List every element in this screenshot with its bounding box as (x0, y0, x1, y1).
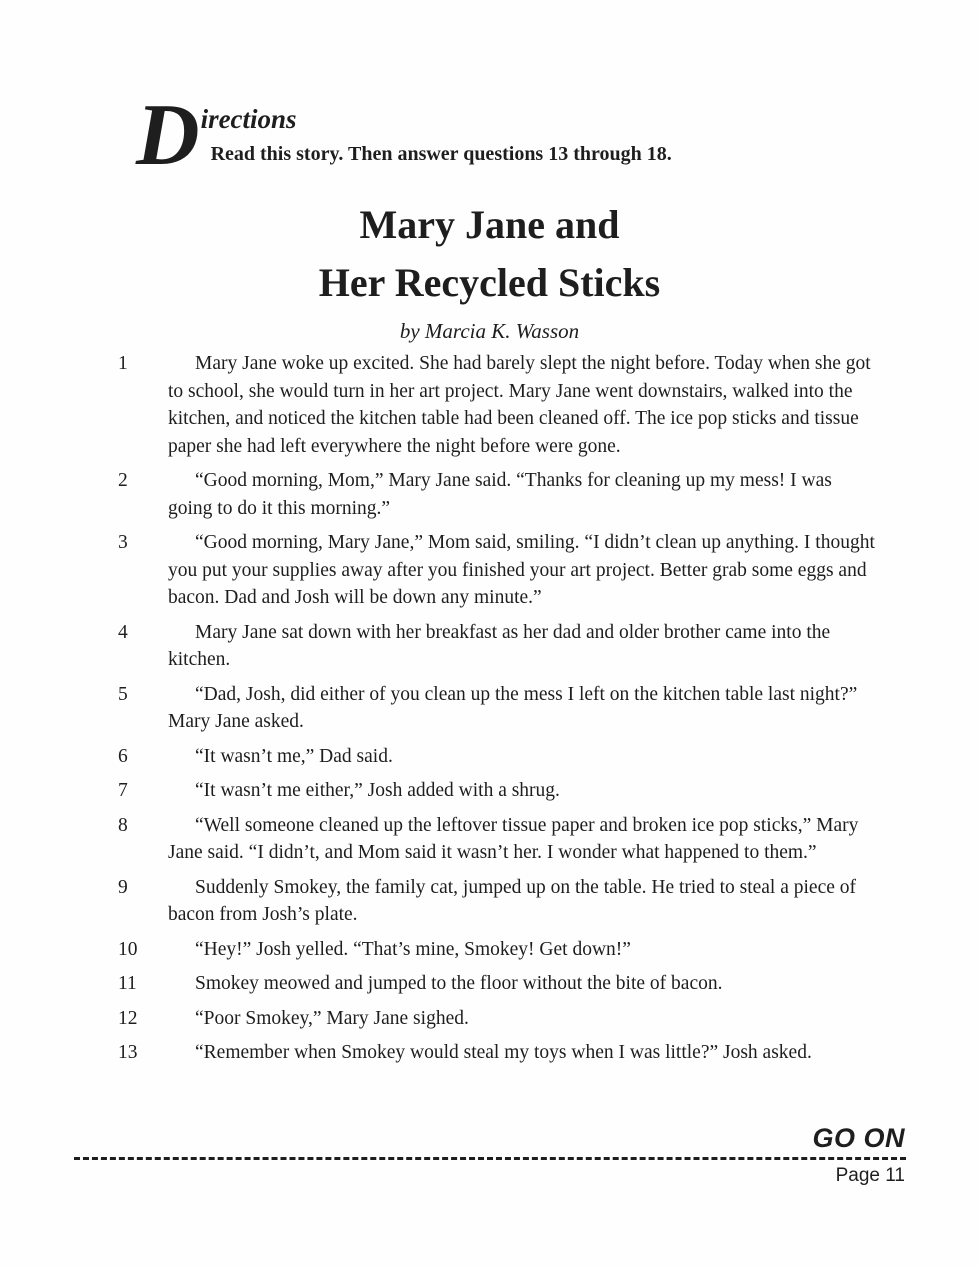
paragraph-text: Smokey meowed and jumped to the floor without the bite of bacon. (195, 973, 723, 994)
go-on-label: GO ON (812, 1123, 905, 1153)
paragraph-text: “Dad, Josh, did either of you clean up the mess I left on the kitchen table last night?” Mary Jane asked. (168, 683, 858, 732)
paragraph-row (118, 467, 880, 522)
paragraph-number: 2 (118, 470, 128, 491)
footer-divider (74, 1157, 906, 1160)
paragraph-text: “Remember when Smokey would steal my toys when I was little?” Josh asked. (195, 1042, 812, 1063)
story-title-line-2: Her Recycled Sticks (318, 260, 661, 305)
paragraph-number: 4 (118, 621, 128, 643)
paragraph-text: “Good morning, Mom,” Mary Jane said. “Thanks for cleaning up my mess! I was going to do it this morning.” (168, 470, 832, 519)
paragraph-text: Mary Jane woke up excited. She had barely slept the night before. Today when she got to school, she would turn in her art project. Mary Jane went downstairs, walked into the kitchen, and noticed the kitchen table had been cleaned off. The ice pop sticks and tissue paper she had left everywhere the night before were gone. (168, 353, 871, 457)
paragraph-row (118, 1039, 880, 1067)
directions-section (136, 87, 672, 184)
directions-dropcap: D (136, 87, 198, 184)
paragraph-row (118, 777, 880, 805)
directions-title: irections (200, 104, 297, 134)
story-header (74, 196, 905, 343)
story-title (74, 196, 905, 312)
paragraph-number: 12 (118, 1007, 138, 1029)
paragraph-number: 10 (118, 938, 138, 960)
paragraph-row (118, 619, 880, 674)
directions-instruction: Read this story. Then answer questions 13 through 18. (210, 143, 672, 165)
paragraph-row (118, 970, 880, 998)
paragraph-text: “Well someone cleaned up the leftover tissue paper and broken ice pop sticks,” Mary Jane said. “I didn’t, and Mom said it wasn’t her. I wonder what happened to them.” (168, 814, 859, 863)
paragraph-row (118, 1005, 880, 1033)
paragraph-number: 8 (118, 814, 128, 836)
paragraph-text: “It wasn’t me either,” Josh added with a shrug. (195, 780, 560, 801)
paragraph-row (118, 529, 880, 612)
story-byline: by Marcia K. Wasson (399, 319, 580, 343)
paragraph-number: 13 (118, 1042, 138, 1063)
story-title-line-1: Mary Jane and (359, 202, 620, 247)
paragraph-text: “Good morning, Mary Jane,” Mom said, smiling. “I didn’t clean up anything. I thought you put your supplies away after you finished your art project. Better grab some eggs and bacon. Dad and Josh will be down any minute.” (168, 532, 875, 608)
page-footer (74, 1124, 906, 1187)
paragraph-number: 9 (118, 876, 128, 898)
paragraph-number: 5 (118, 683, 128, 705)
paragraph-number: 11 (118, 973, 137, 994)
paragraph-row (118, 350, 880, 460)
story-body (118, 350, 880, 1074)
paragraph-row (118, 743, 880, 771)
paragraph-number: 7 (118, 780, 128, 801)
paragraph-row (118, 936, 880, 964)
paragraph-row (118, 812, 880, 867)
paragraph-text: “It wasn’t me,” Dad said. (195, 745, 393, 767)
paragraph-text: Suddenly Smokey, the family cat, jumped up on the table. He tried to steal a piece of bacon from Josh’s plate. (168, 876, 857, 925)
page-number: Page 11 (835, 1164, 905, 1186)
paragraph-row (118, 874, 880, 929)
paragraph-number: 3 (118, 532, 128, 553)
paragraph-text: “Poor Smokey,” Mary Jane sighed. (195, 1007, 469, 1029)
directions-text (201, 102, 672, 164)
paragraph-text: Mary Jane sat down with her breakfast as her dad and older brother came into the kitchen. (168, 621, 831, 670)
paragraph-row (118, 681, 880, 736)
paragraph-text: “Hey!” Josh yelled. “That’s mine, Smokey! Get down!” (195, 938, 631, 960)
paragraph-number: 6 (118, 745, 128, 767)
paragraph-number: 1 (118, 353, 128, 374)
